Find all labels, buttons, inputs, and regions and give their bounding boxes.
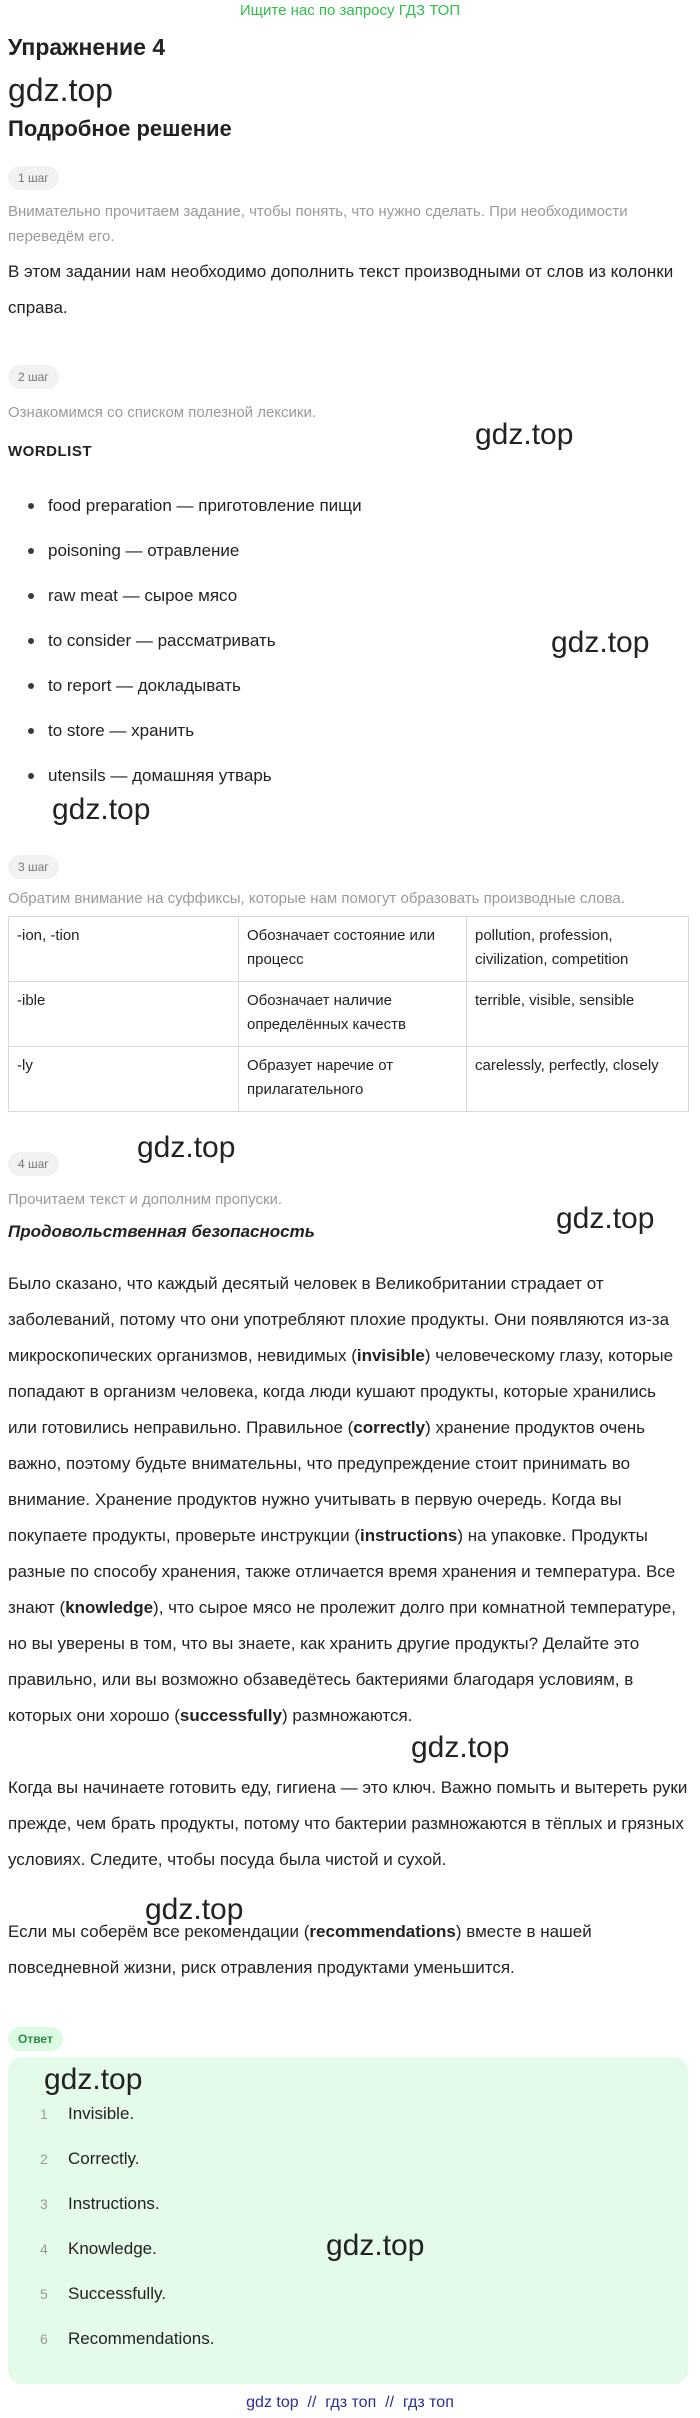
step-1-badge: 1 шаг [8, 166, 59, 190]
examples-cell: carelessly, perfectly, closely [467, 1047, 689, 1112]
wordlist-item: poisoning — отравление [24, 533, 624, 578]
footer-links[interactable]: gdz top // гдз топ // гдз топ [0, 2390, 700, 2418]
step-4-badge: 4 шаг [8, 1152, 59, 1176]
answer-word: successfully [179, 1706, 282, 1725]
answer-text: Correctly. [68, 2149, 140, 2168]
examples-cell: terrible, visible, sensible [467, 982, 689, 1047]
answer-item [40, 2141, 214, 2186]
step-2-badge: 2 шаг [8, 365, 59, 389]
answer-item [40, 2186, 214, 2231]
wordlist-title: WORDLIST [8, 443, 92, 460]
answer-word: correctly [353, 1418, 426, 1437]
table-row [9, 982, 689, 1047]
text-fragment: ), что сырое мясо не пролежит долго при комнатной температуре, но вы уверены в том, что вы знаете, как хранить другие продукты? Делайте это правильно, или вы возможно обзаведётесь бактериями благодаря условиям, в которых они хорошо ( [8, 1598, 676, 1725]
answer-text: Successfully. [68, 2284, 166, 2303]
site-logo[interactable]: gdz.top [8, 72, 113, 108]
answer-number: 1 [40, 2106, 48, 2122]
answer-number: 5 [40, 2286, 48, 2302]
answer-list [40, 2096, 214, 2366]
answer-number: 2 [40, 2151, 48, 2167]
answer-item [40, 2096, 214, 2141]
answer-number: 4 [40, 2241, 48, 2257]
text-fragment: ) хранение продуктов очень важно, поэтому будьте внимательны, что предупреждение стоит принимать во внимание. Хранение продуктов нужно учитывать в первую очередь. Когда вы покупаете продукты, проверьте инструкции ( [8, 1418, 646, 1545]
solution-subtitle: Подробное решение [8, 116, 232, 141]
text-fragment: ) человеческому глазу, которые попадают в организм человека, когда люди кушают продукты, которые хранились или готовились неправильно. Правильное ( [8, 1346, 674, 1437]
table-row [9, 917, 689, 982]
text-paragraph-1 [8, 1266, 688, 1734]
answer-word: instructions [360, 1526, 458, 1545]
exercise-title: Упражнение 4 [8, 34, 166, 60]
text-fragment: ) размножаются. [281, 1706, 413, 1725]
text-fragment: Было сказано, что каждый десятый человек в Великобритании страдает от заболеваний, потому что они употребляют плохие продукты. Они появляются из-за микроскопических организмов, невидимых ( [8, 1274, 670, 1365]
meaning-cell: Образует наречие от прилагательного [239, 1047, 467, 1112]
text-fragment: Если мы соберём все рекомендации ( [8, 1922, 310, 1941]
text-paragraph-2: Когда вы начинаете готовить еду, гигиена — это ключ. Важно помыть и вытереть руки прежде, чем брать продукты, потому что бактерии размножаются в тёплых и грязных условиях. Следите, чтобы посуда была чистой и сухой. [8, 1778, 688, 1869]
watermark: gdz.top [551, 626, 650, 659]
answer-item [40, 2231, 214, 2276]
watermark: gdz.top [326, 2229, 425, 2262]
answer-number: 3 [40, 2196, 48, 2212]
meaning-cell: Обозначает наличие определённых качеств [239, 982, 467, 1047]
answer-word: invisible [356, 1346, 425, 1365]
answer-text: Recommendations. [68, 2329, 215, 2348]
wordlist [24, 488, 624, 803]
wordlist-item: food preparation — приготовление пищи [24, 488, 624, 533]
step-1-text: В этом задании нам необходимо дополнить текст производными от слов из колонки справа. [8, 262, 674, 317]
wordlist-item: raw meat — сырое мясо [24, 578, 624, 623]
suffix-table [8, 916, 689, 1112]
watermark: gdz.top [411, 1731, 510, 1764]
step-3-badge: 3 шаг [8, 855, 59, 879]
examples-cell: pollution, profession, civilization, competition [467, 917, 689, 982]
table-row [9, 1047, 689, 1112]
step-4-hint: Прочитаем текст и дополним пропуски. [8, 1191, 283, 1208]
meaning-cell: Обозначает состояние или процесс [239, 917, 467, 982]
wordlist-item: to consider — рассматривать [24, 623, 624, 668]
wordlist-item: utensils — домашняя утварь [24, 758, 624, 803]
text-title: Продовольственная безопасность [8, 1222, 315, 1241]
step-3-hint: Обратим внимание на суффиксы, которые нам помогут образовать производные слова. [8, 890, 625, 907]
watermark: gdz.top [44, 2063, 143, 2096]
answer-number: 6 [40, 2331, 48, 2347]
watermark: gdz.top [475, 418, 574, 451]
suffix-cell: -ly [9, 1047, 239, 1112]
answer-text: Instructions. [68, 2194, 160, 2213]
watermark: gdz.top [52, 793, 151, 826]
answer-text: Invisible. [68, 2104, 135, 2123]
answer-text: Knowledge. [68, 2239, 157, 2258]
answer-word: knowledge [65, 1598, 154, 1617]
answer-item [40, 2276, 214, 2321]
text-fragment: ) на упаковке. Продукты разные по способу хранения, также отличается время хранения и температура. Все знают ( [8, 1526, 676, 1617]
step-1-hint: Внимательно прочитаем задание, чтобы понять, что нужно сделать. При необходимости переведём его. [8, 203, 628, 245]
answer-badge: Ответ [8, 2027, 63, 2051]
text-fragment: ) вместе в нашей повседневной жизни, риск отравления продуктами уменьшится. [8, 1922, 592, 1977]
text-paragraph-3 [8, 1914, 688, 1986]
step-2-hint: Ознакомимся со списком полезной лексики. [8, 404, 317, 421]
top-banner[interactable]: Ищите нас по запросу ГДЗ ТОП [239, 2, 461, 19]
answer-item [40, 2321, 214, 2366]
answer-word: recommendations [309, 1922, 456, 1941]
watermark: gdz.top [556, 1202, 655, 1235]
wordlist-item: to store — хранить [24, 713, 624, 758]
watermark: gdz.top [145, 1893, 244, 1926]
watermark: gdz.top [137, 1131, 236, 1164]
suffix-cell: -ion, -tion [9, 917, 239, 982]
suffix-cell: -ible [9, 982, 239, 1047]
wordlist-item: to report — докладывать [24, 668, 624, 713]
